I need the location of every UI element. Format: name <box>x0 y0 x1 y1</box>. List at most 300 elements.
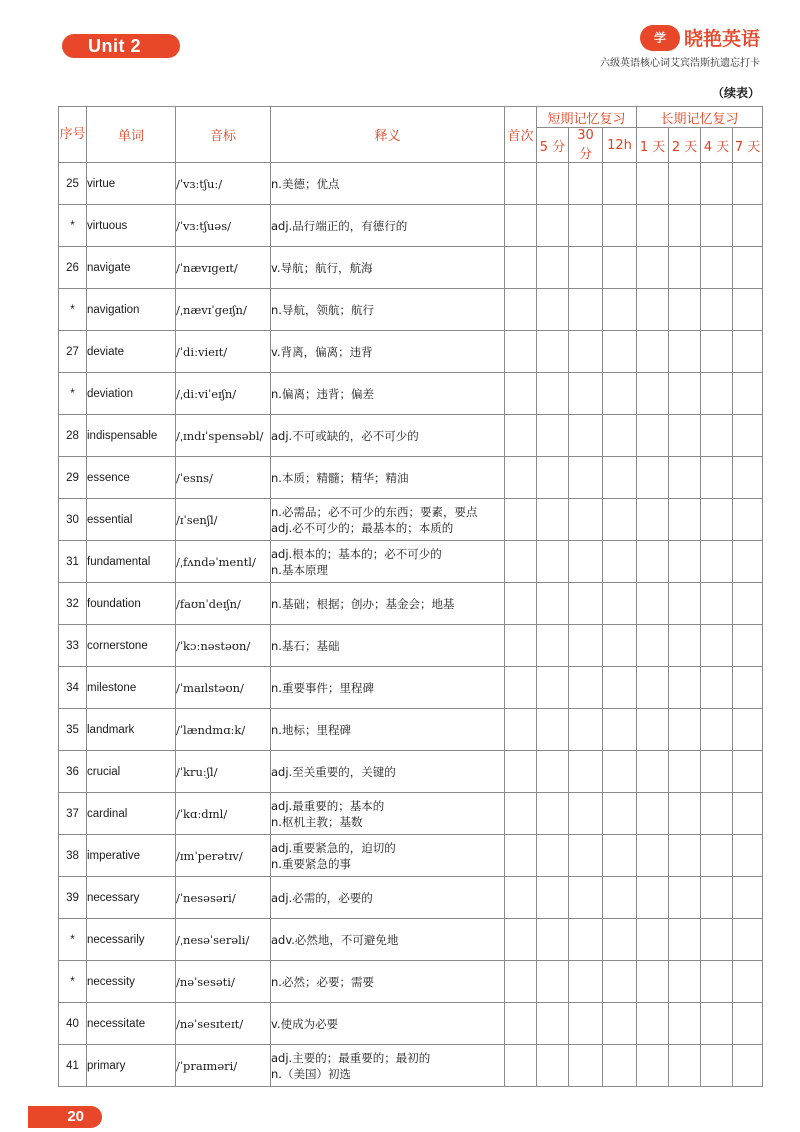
table-row <box>59 919 763 961</box>
review-cell-long-2day[interactable] <box>669 583 701 625</box>
header-long-term-review: 长期记忆复习 <box>637 107 763 128</box>
review-cell-long-7day[interactable] <box>733 835 763 877</box>
review-cell-long-2day[interactable] <box>669 499 701 541</box>
review-cell-long-7day[interactable] <box>733 247 763 289</box>
definition-line: n.美德；优点 <box>271 176 340 191</box>
review-cell-long-2day[interactable] <box>669 205 701 247</box>
row-definition <box>271 163 505 205</box>
review-cell-long-7day[interactable] <box>733 919 763 961</box>
review-cell-long-7day[interactable] <box>733 1003 763 1045</box>
definition-line: adj.主要的；最重要的；最初的 <box>271 1050 431 1065</box>
row-index: 38 <box>59 835 87 877</box>
header-short-term-review: 短期记忆复习 <box>537 107 637 128</box>
definition-line: n.地标；里程碑 <box>271 722 351 737</box>
review-cell-long-1day[interactable] <box>637 1003 669 1045</box>
table-row <box>59 373 763 415</box>
review-cell-short-12h[interactable] <box>603 205 637 247</box>
row-phonetic: /ˈkruːʃl/ <box>176 751 271 793</box>
review-cell-long-7day[interactable] <box>733 1045 763 1087</box>
definition-line: v.导航；航行，航海 <box>271 260 373 275</box>
review-cell-long-7day[interactable] <box>733 289 763 331</box>
review-cell-first[interactable] <box>505 667 537 709</box>
review-cell-first[interactable] <box>505 247 537 289</box>
review-cell-long-1day[interactable] <box>637 373 669 415</box>
header-12h: 12h <box>603 128 637 163</box>
review-cell-long-7day[interactable] <box>733 541 763 583</box>
review-cell-long-7day[interactable] <box>733 415 763 457</box>
definition-line: adj.至关重要的，关键的 <box>271 764 396 779</box>
review-cell-short-12h[interactable] <box>603 919 637 961</box>
row-index: * <box>59 961 87 1003</box>
review-cell-long-4day[interactable] <box>701 247 733 289</box>
review-cell-long-2day[interactable] <box>669 877 701 919</box>
row-word: imperative <box>87 835 176 877</box>
review-cell-long-7day[interactable] <box>733 163 763 205</box>
table-row <box>59 751 763 793</box>
row-phonetic: /ɪmˈperətɪv/ <box>176 835 271 877</box>
row-definition <box>271 625 505 667</box>
header-7day: 7 天 <box>733 128 763 163</box>
row-index: 31 <box>59 541 87 583</box>
review-cell-first[interactable] <box>505 1003 537 1045</box>
row-word: crucial <box>87 751 176 793</box>
review-cell-short-12h[interactable] <box>603 625 637 667</box>
review-cell-first[interactable] <box>505 499 537 541</box>
row-word: deviation <box>87 373 176 415</box>
row-phonetic: /nəˈsesɪteɪt/ <box>176 1003 271 1045</box>
review-cell-short-12h[interactable] <box>603 289 637 331</box>
row-definition <box>271 961 505 1003</box>
vocabulary-table <box>58 106 763 1087</box>
review-cell-long-1day[interactable] <box>637 793 669 835</box>
review-cell-long-1day[interactable] <box>637 709 669 751</box>
review-cell-short-5min[interactable] <box>537 751 569 793</box>
header-2day: 2 天 <box>669 128 701 163</box>
review-cell-long-1day[interactable] <box>637 541 669 583</box>
review-cell-long-4day[interactable] <box>701 499 733 541</box>
review-cell-long-2day[interactable] <box>669 751 701 793</box>
review-cell-long-2day[interactable] <box>669 331 701 373</box>
review-cell-long-7day[interactable] <box>733 331 763 373</box>
review-cell-short-12h[interactable] <box>603 583 637 625</box>
review-cell-short-30min[interactable] <box>569 205 603 247</box>
table-row <box>59 835 763 877</box>
table-row <box>59 415 763 457</box>
row-word: navigate <box>87 247 176 289</box>
review-cell-short-30min[interactable] <box>569 1045 603 1087</box>
row-definition <box>271 331 505 373</box>
row-index: 41 <box>59 1045 87 1087</box>
review-cell-short-30min[interactable] <box>569 373 603 415</box>
review-cell-long-1day[interactable] <box>637 289 669 331</box>
review-cell-long-1day[interactable] <box>637 835 669 877</box>
row-index: 25 <box>59 163 87 205</box>
definition-line: adj.必需的，必要的 <box>271 890 373 905</box>
row-phonetic: /faʊnˈdeɪʃn/ <box>176 583 271 625</box>
review-cell-long-1day[interactable] <box>637 499 669 541</box>
review-cell-long-1day[interactable] <box>637 625 669 667</box>
review-cell-long-1day[interactable] <box>637 877 669 919</box>
review-cell-short-5min[interactable] <box>537 289 569 331</box>
review-cell-long-2day[interactable] <box>669 541 701 583</box>
review-cell-short-12h[interactable] <box>603 877 637 919</box>
review-cell-long-4day[interactable] <box>701 793 733 835</box>
review-cell-short-30min[interactable] <box>569 625 603 667</box>
review-cell-short-12h[interactable] <box>603 835 637 877</box>
review-cell-long-2day[interactable] <box>669 373 701 415</box>
review-cell-short-12h[interactable] <box>603 373 637 415</box>
definition-line: n.（美国）初选 <box>271 1066 351 1081</box>
row-phonetic: /ˌfʌndəˈmentl/ <box>176 541 271 583</box>
review-cell-long-1day[interactable] <box>637 1045 669 1087</box>
review-cell-short-12h[interactable] <box>603 331 637 373</box>
review-cell-short-12h[interactable] <box>603 709 637 751</box>
row-phonetic: /ˈnævɪgeɪt/ <box>176 247 271 289</box>
table-row <box>59 667 763 709</box>
row-phonetic: /ˌdiːviˈeɪʃn/ <box>176 373 271 415</box>
review-cell-short-30min[interactable] <box>569 751 603 793</box>
review-cell-short-5min[interactable] <box>537 667 569 709</box>
review-cell-long-4day[interactable] <box>701 457 733 499</box>
review-cell-first[interactable] <box>505 163 537 205</box>
review-cell-long-4day[interactable] <box>701 289 733 331</box>
row-word: necessarily <box>87 919 176 961</box>
review-cell-short-5min[interactable] <box>537 1003 569 1045</box>
header-first-review: 首次 <box>505 107 537 163</box>
header-phonetic: 音标 <box>176 107 271 163</box>
definition-line: n.本质；精髓；精华；精油 <box>271 470 409 485</box>
brand-subtitle: 六级英语核心词艾宾浩斯抗遗忘打卡 <box>600 58 760 69</box>
review-cell-long-2day[interactable] <box>669 1045 701 1087</box>
review-cell-long-1day[interactable] <box>637 667 669 709</box>
row-index: 34 <box>59 667 87 709</box>
definition-line: adj.最重要的；基本的 <box>271 798 385 813</box>
review-cell-short-30min[interactable] <box>569 415 603 457</box>
review-cell-long-7day[interactable] <box>733 457 763 499</box>
review-cell-long-2day[interactable] <box>669 457 701 499</box>
review-cell-long-7day[interactable] <box>733 667 763 709</box>
review-cell-long-7day[interactable] <box>733 583 763 625</box>
row-definition <box>271 541 505 583</box>
review-cell-short-5min[interactable] <box>537 919 569 961</box>
review-cell-long-2day[interactable] <box>669 625 701 667</box>
review-cell-long-4day[interactable] <box>701 709 733 751</box>
review-cell-long-2day[interactable] <box>669 961 701 1003</box>
definition-line: v.使成为必要 <box>271 1016 339 1031</box>
review-cell-short-30min[interactable] <box>569 331 603 373</box>
continued-label: （续表） <box>711 86 760 100</box>
review-cell-first[interactable] <box>505 625 537 667</box>
row-word: essence <box>87 457 176 499</box>
review-cell-short-5min[interactable] <box>537 457 569 499</box>
review-cell-long-2day[interactable] <box>669 415 701 457</box>
review-cell-long-4day[interactable] <box>701 331 733 373</box>
review-cell-long-2day[interactable] <box>669 919 701 961</box>
review-cell-short-30min[interactable] <box>569 667 603 709</box>
row-definition <box>271 1045 505 1087</box>
review-cell-short-12h[interactable] <box>603 751 637 793</box>
review-cell-long-4day[interactable] <box>701 1045 733 1087</box>
review-cell-long-4day[interactable] <box>701 877 733 919</box>
row-phonetic: /ˌnævɪˈgeɪʃn/ <box>176 289 271 331</box>
review-cell-long-1day[interactable] <box>637 247 669 289</box>
review-cell-short-5min[interactable] <box>537 205 569 247</box>
review-cell-first[interactable] <box>505 877 537 919</box>
row-word: fundamental <box>87 541 176 583</box>
definition-line: adj.重要紧急的，迫切的 <box>271 840 396 855</box>
review-cell-short-5min[interactable] <box>537 373 569 415</box>
row-word: cornerstone <box>87 625 176 667</box>
table-row <box>59 625 763 667</box>
row-phonetic: /ˈvɜːtʃuː/ <box>176 163 271 205</box>
brand-name: 晓艳英语 <box>683 28 760 50</box>
review-cell-long-1day[interactable] <box>637 331 669 373</box>
row-word: landmark <box>87 709 176 751</box>
row-word: cardinal <box>87 793 176 835</box>
review-cell-long-2day[interactable] <box>669 247 701 289</box>
review-cell-long-2day[interactable] <box>669 835 701 877</box>
review-cell-short-12h[interactable] <box>603 1045 637 1087</box>
definition-line: n.必需品；必不可少的东西；要素，要点 <box>271 504 478 519</box>
review-cell-first[interactable] <box>505 835 537 877</box>
review-cell-long-4day[interactable] <box>701 541 733 583</box>
row-phonetic: /ˌɪndɪˈspensəbl/ <box>176 415 271 457</box>
review-cell-short-5min[interactable] <box>537 541 569 583</box>
review-cell-long-4day[interactable] <box>701 415 733 457</box>
review-cell-long-4day[interactable] <box>701 751 733 793</box>
definition-line: adj.不可或缺的，必不可少的 <box>271 428 419 443</box>
review-cell-short-30min[interactable] <box>569 457 603 499</box>
review-cell-short-12h[interactable] <box>603 247 637 289</box>
table-row <box>59 793 763 835</box>
review-cell-short-12h[interactable] <box>603 499 637 541</box>
definition-line: adj.品行端正的，有德行的 <box>271 218 408 233</box>
row-definition <box>271 709 505 751</box>
row-phonetic: /ˈvɜːtʃuəs/ <box>176 205 271 247</box>
review-cell-long-1day[interactable] <box>637 751 669 793</box>
row-index: * <box>59 289 87 331</box>
review-cell-short-12h[interactable] <box>603 163 637 205</box>
header-30min: 30 分 <box>569 128 603 163</box>
review-cell-short-5min[interactable] <box>537 1045 569 1087</box>
review-cell-short-30min[interactable] <box>569 1003 603 1045</box>
review-cell-long-7day[interactable] <box>733 961 763 1003</box>
review-cell-long-4day[interactable] <box>701 163 733 205</box>
row-index: 40 <box>59 1003 87 1045</box>
row-word: necessary <box>87 877 176 919</box>
review-cell-first[interactable] <box>505 373 537 415</box>
review-cell-long-4day[interactable] <box>701 373 733 415</box>
review-cell-short-5min[interactable] <box>537 247 569 289</box>
row-index: * <box>59 373 87 415</box>
table-row <box>59 457 763 499</box>
review-cell-long-2day[interactable] <box>669 289 701 331</box>
row-definition <box>271 667 505 709</box>
table-row <box>59 247 763 289</box>
review-cell-long-2day[interactable] <box>669 667 701 709</box>
row-word: milestone <box>87 667 176 709</box>
review-cell-long-4day[interactable] <box>701 835 733 877</box>
review-cell-first[interactable] <box>505 331 537 373</box>
review-cell-long-1day[interactable] <box>637 457 669 499</box>
brand-header <box>600 24 760 69</box>
review-cell-short-5min[interactable] <box>537 793 569 835</box>
review-cell-short-12h[interactable] <box>603 1003 637 1045</box>
review-cell-short-5min[interactable] <box>537 583 569 625</box>
row-phonetic: /ɪˈsenʃl/ <box>176 499 271 541</box>
review-cell-short-5min[interactable] <box>537 961 569 1003</box>
review-cell-short-5min[interactable] <box>537 877 569 919</box>
header-5min: 5 分 <box>537 128 569 163</box>
definition-line: adj.必不可少的；最基本的；本质的 <box>271 520 454 535</box>
row-phonetic: /ˈkɔːnəstəʊn/ <box>176 625 271 667</box>
page-number: 20 <box>28 1106 102 1128</box>
row-definition <box>271 457 505 499</box>
row-phonetic: /ˈmaɪlstəʊn/ <box>176 667 271 709</box>
review-cell-short-5min[interactable] <box>537 163 569 205</box>
definition-line: n.基石；基础 <box>271 638 340 653</box>
review-cell-first[interactable] <box>505 415 537 457</box>
review-cell-short-12h[interactable] <box>603 793 637 835</box>
row-definition <box>271 289 505 331</box>
review-cell-long-2day[interactable] <box>669 793 701 835</box>
definition-line: n.基础；根据；创办；基金会；地基 <box>271 596 455 611</box>
row-definition <box>271 499 505 541</box>
row-index: 33 <box>59 625 87 667</box>
row-index: 30 <box>59 499 87 541</box>
review-cell-short-12h[interactable] <box>603 541 637 583</box>
review-cell-first[interactable] <box>505 961 537 1003</box>
review-cell-long-7day[interactable] <box>733 205 763 247</box>
review-cell-first[interactable] <box>505 793 537 835</box>
table-row <box>59 961 763 1003</box>
review-cell-long-2day[interactable] <box>669 163 701 205</box>
review-cell-short-5min[interactable] <box>537 625 569 667</box>
review-cell-long-4day[interactable] <box>701 667 733 709</box>
review-cell-short-30min[interactable] <box>569 499 603 541</box>
row-definition <box>271 751 505 793</box>
review-cell-first[interactable] <box>505 205 537 247</box>
table-row <box>59 289 763 331</box>
review-cell-short-30min[interactable] <box>569 709 603 751</box>
row-word: indispensable <box>87 415 176 457</box>
header-4day: 4 天 <box>701 128 733 163</box>
review-cell-first[interactable] <box>505 919 537 961</box>
row-definition <box>271 919 505 961</box>
review-cell-long-7day[interactable] <box>733 793 763 835</box>
brand-logo-icon: 学 <box>640 25 680 51</box>
header-1day: 1 天 <box>637 128 669 163</box>
review-cell-long-4day[interactable] <box>701 1003 733 1045</box>
review-cell-long-7day[interactable] <box>733 751 763 793</box>
row-index: 29 <box>59 457 87 499</box>
review-cell-short-30min[interactable] <box>569 247 603 289</box>
review-cell-short-30min[interactable] <box>569 163 603 205</box>
table-row <box>59 709 763 751</box>
row-phonetic: /ˈesns/ <box>176 457 271 499</box>
review-cell-long-4day[interactable] <box>701 961 733 1003</box>
row-definition <box>271 793 505 835</box>
row-phonetic: /ˈpraɪməri/ <box>176 1045 271 1087</box>
table-row <box>59 163 763 205</box>
review-cell-short-30min[interactable] <box>569 541 603 583</box>
review-cell-short-30min[interactable] <box>569 793 603 835</box>
review-cell-long-7day[interactable] <box>733 709 763 751</box>
review-cell-short-5min[interactable] <box>537 835 569 877</box>
review-cell-long-4day[interactable] <box>701 625 733 667</box>
row-phonetic: /ˈlændmɑːk/ <box>176 709 271 751</box>
review-cell-short-5min[interactable] <box>537 709 569 751</box>
review-cell-short-12h[interactable] <box>603 457 637 499</box>
review-cell-long-7day[interactable] <box>733 625 763 667</box>
row-word: necessitate <box>87 1003 176 1045</box>
review-cell-first[interactable] <box>505 583 537 625</box>
table-row <box>59 583 763 625</box>
review-cell-first[interactable] <box>505 751 537 793</box>
review-cell-short-5min[interactable] <box>537 499 569 541</box>
review-cell-long-1day[interactable] <box>637 163 669 205</box>
review-cell-long-1day[interactable] <box>637 919 669 961</box>
review-cell-long-1day[interactable] <box>637 961 669 1003</box>
review-cell-short-30min[interactable] <box>569 919 603 961</box>
review-cell-short-5min[interactable] <box>537 331 569 373</box>
unit-badge: Unit 2 <box>62 34 180 58</box>
review-cell-short-30min[interactable] <box>569 583 603 625</box>
definition-line: n.重要事件；里程碑 <box>271 680 374 695</box>
row-index: 39 <box>59 877 87 919</box>
row-index: 32 <box>59 583 87 625</box>
review-cell-long-2day[interactable] <box>669 1003 701 1045</box>
review-cell-short-30min[interactable] <box>569 835 603 877</box>
review-cell-long-1day[interactable] <box>637 415 669 457</box>
table-row <box>59 1045 763 1087</box>
review-cell-long-7day[interactable] <box>733 877 763 919</box>
review-cell-long-1day[interactable] <box>637 205 669 247</box>
review-cell-first[interactable] <box>505 709 537 751</box>
review-cell-long-4day[interactable] <box>701 583 733 625</box>
review-cell-short-30min[interactable] <box>569 877 603 919</box>
review-cell-long-4day[interactable] <box>701 205 733 247</box>
row-definition <box>271 877 505 919</box>
row-word: virtue <box>87 163 176 205</box>
review-cell-short-12h[interactable] <box>603 415 637 457</box>
review-cell-first[interactable] <box>505 1045 537 1087</box>
row-index: * <box>59 919 87 961</box>
review-cell-first[interactable] <box>505 457 537 499</box>
row-word: essential <box>87 499 176 541</box>
review-cell-short-12h[interactable] <box>603 667 637 709</box>
review-cell-long-7day[interactable] <box>733 499 763 541</box>
header-definition: 释义 <box>271 107 505 163</box>
definition-line: n.重要紧急的事 <box>271 856 351 871</box>
review-cell-first[interactable] <box>505 289 537 331</box>
review-cell-long-1day[interactable] <box>637 583 669 625</box>
definition-line: n.导航，领航；航行 <box>271 302 374 317</box>
review-cell-first[interactable] <box>505 541 537 583</box>
row-word: navigation <box>87 289 176 331</box>
review-cell-long-4day[interactable] <box>701 919 733 961</box>
review-cell-short-12h[interactable] <box>603 961 637 1003</box>
review-cell-short-30min[interactable] <box>569 289 603 331</box>
review-cell-long-2day[interactable] <box>669 709 701 751</box>
review-cell-short-30min[interactable] <box>569 961 603 1003</box>
review-cell-long-7day[interactable] <box>733 373 763 415</box>
row-index: * <box>59 205 87 247</box>
definition-line: n.基本原理 <box>271 562 328 577</box>
review-cell-short-5min[interactable] <box>537 415 569 457</box>
row-index: 36 <box>59 751 87 793</box>
row-word: deviate <box>87 331 176 373</box>
